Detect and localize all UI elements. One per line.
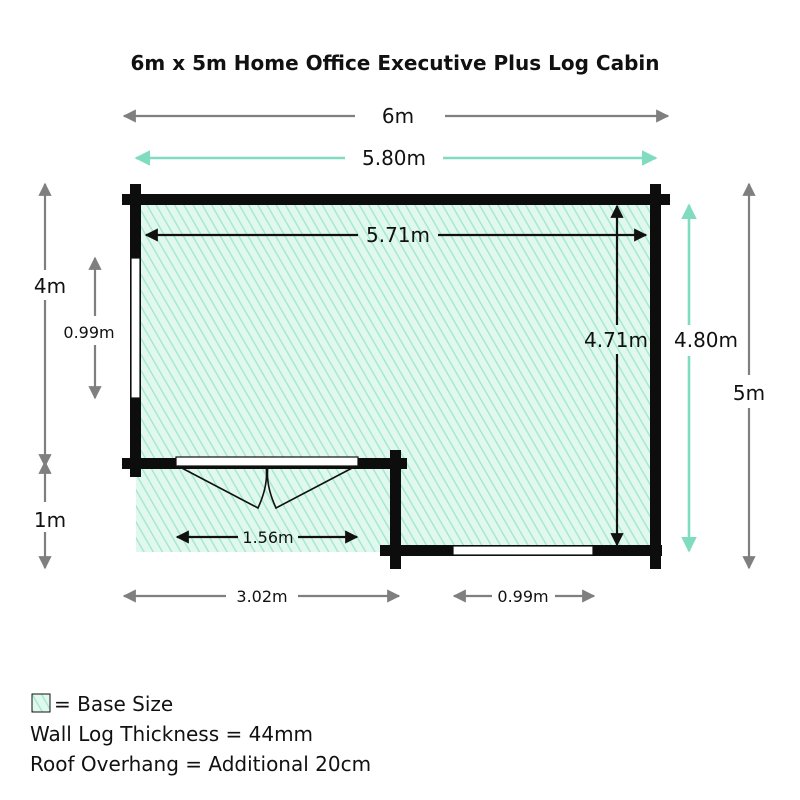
legend-base-size: = Base Size	[54, 692, 174, 716]
dimension-label: 5.80m	[361, 146, 427, 170]
window-left	[131, 258, 140, 398]
dimension-left-lower-depth	[34, 462, 66, 568]
dimension-label: 4.71m	[583, 328, 648, 352]
window-front	[453, 546, 593, 555]
dimension-window-left	[63, 258, 114, 398]
wall-top	[122, 194, 670, 205]
dimension-label: 0.99m	[497, 587, 549, 606]
base-size-swatch	[32, 694, 50, 712]
dimension-base-depth	[674, 205, 738, 551]
legend	[30, 692, 371, 776]
dimension-label: 6m	[381, 104, 415, 128]
dimension-label: 5.71m	[365, 223, 431, 247]
dimension-label: 4m	[33, 274, 67, 298]
dimension-label: 1.56m	[242, 528, 294, 547]
diagram-title: 6m x 5m Home Office Executive Plus Log Cabin	[130, 51, 660, 75]
dimension-left-upper-depth	[34, 184, 66, 466]
dimension-overall-width	[124, 104, 668, 128]
legend-wall-thickness: Wall Log Thickness = 44mm	[30, 722, 314, 746]
legend-roof-overhang: Roof Overhang = Additional 20cm	[30, 752, 372, 776]
dimension-label: 3.02m	[236, 587, 288, 606]
door-opening	[176, 457, 358, 466]
dimension-label: 1m	[33, 508, 67, 532]
dimension-label: 4.80m	[673, 328, 739, 352]
dimension-base-width	[136, 146, 656, 170]
dimension-overall-depth	[733, 184, 765, 568]
wall-right	[650, 184, 661, 569]
dimension-label: 5m	[732, 381, 766, 405]
dimension-window-front	[454, 587, 594, 606]
dimension-label: 0.99m	[63, 323, 115, 342]
dimension-front-setback	[124, 587, 399, 606]
